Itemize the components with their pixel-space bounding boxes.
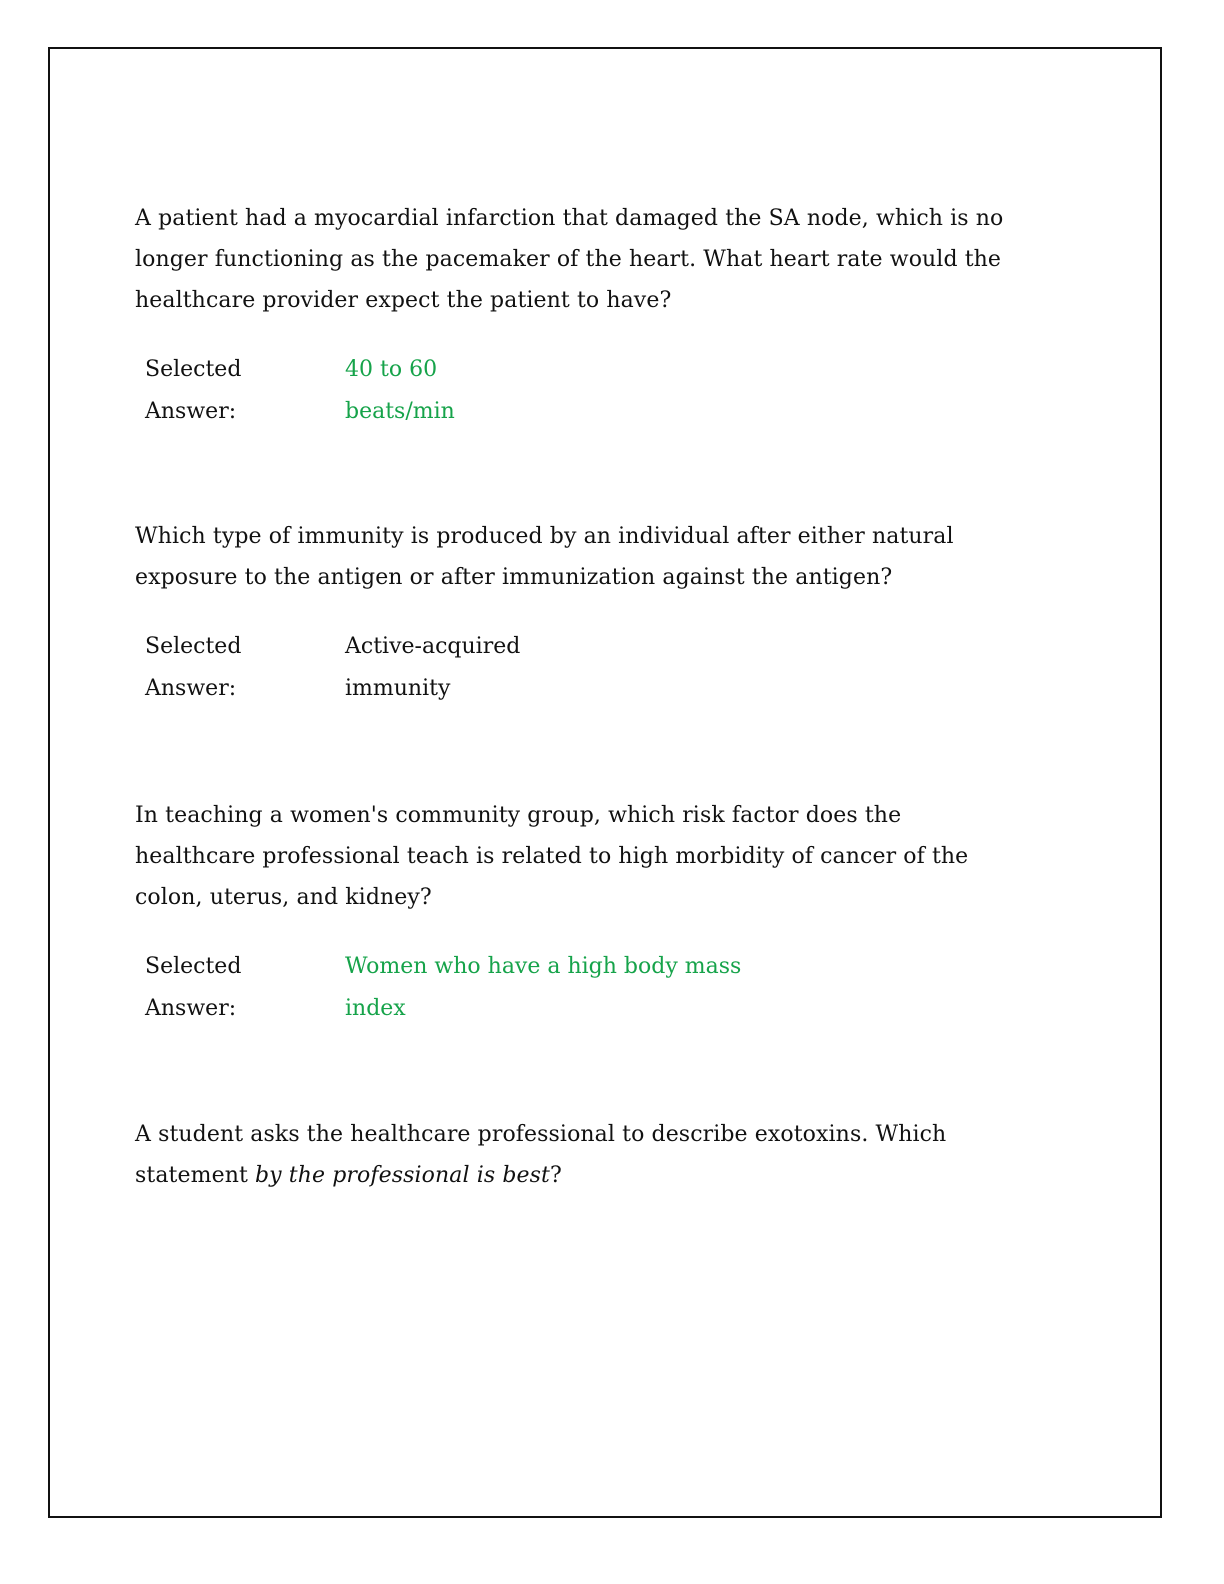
document-content	[135, 198, 1025, 1196]
selected-answer-value: Women who have a high body mass index	[345, 954, 742, 1021]
question-2	[135, 516, 1025, 710]
question-3	[135, 795, 1025, 1030]
question-2-answer-row	[145, 626, 1025, 710]
selected-answer-value: Active-acquired immunity	[345, 634, 521, 701]
question-1	[135, 198, 1025, 433]
question-4-text-plain: A student asks the healthcare professional to describe exotoxins. Which statement	[135, 1122, 947, 1188]
selected-answer-label: Selected Answer:	[145, 357, 242, 424]
question-1-text: A patient had a myocardial infarction that damaged the SA node, which is no longer functioning as the pacemaker of the heart. What heart rate would the healthcare provider expect the patient to have?	[135, 206, 1004, 313]
question-4-text-end: ?	[549, 1163, 562, 1188]
question-3-answer-row	[145, 946, 1025, 1030]
selected-answer-label: Selected Answer:	[145, 954, 242, 1021]
question-4-text-italic: by the professional is best	[255, 1163, 550, 1188]
question-4-text	[135, 1114, 1025, 1196]
selected-answer-value: 40 to 60 beats/min	[345, 357, 455, 424]
selected-answer-label: Selected Answer:	[145, 634, 242, 701]
question-3-text: In teaching a women's community group, which risk factor does the healthcare professional teach is related to high morbidity of cancer of the colon, uterus, and kidney?	[135, 803, 969, 910]
question-2-text: Which type of immunity is produced by an individual after either natural exposure to the antigen or after immunization against the antigen?	[135, 524, 954, 590]
question-1-answer-row	[145, 349, 1025, 433]
question-4	[135, 1114, 1025, 1196]
